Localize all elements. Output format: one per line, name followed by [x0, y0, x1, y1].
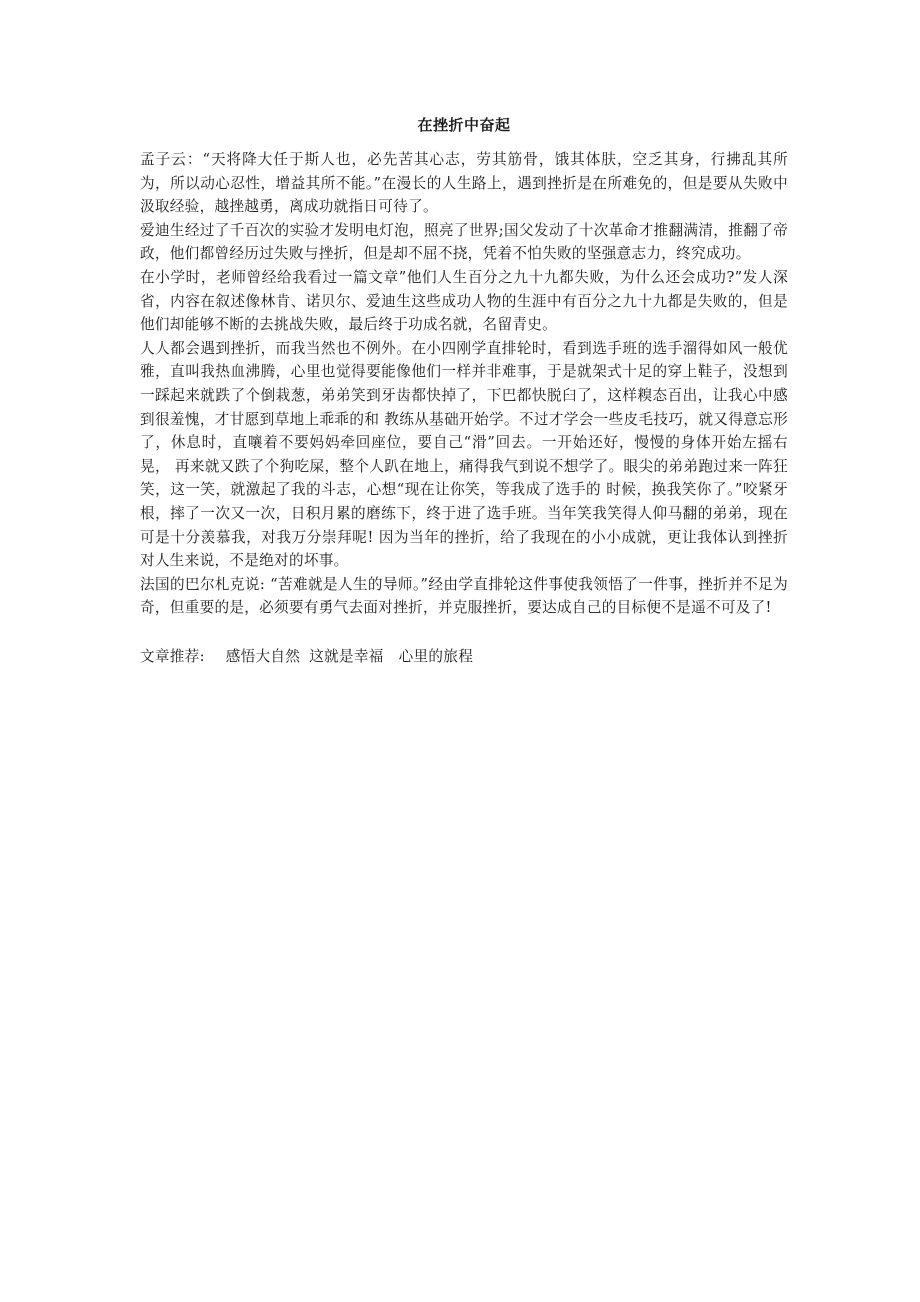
recommended-articles: [140, 645, 788, 669]
article-body: [140, 112, 788, 669]
recommend-link-nature[interactable]: 感悟大自然: [225, 647, 301, 665]
paragraph-2: 爱迪生经过了千百次的实验才发明电灯泡，照亮了世界;国父发动了十次革命才推翻满清，推翻了帝政，他们都曾经历过失败与挫折，但是却不屈不挠，凭着不怕失败的坚强意志力，终究成功。: [140, 221, 788, 263]
recommend-label: 文章推荐:: [140, 647, 205, 665]
recommend-link-happiness[interactable]: 这就是幸福: [309, 647, 384, 665]
paragraph-5: 法国的巴尔札克说: “苦难就是人生的导师。”经由学直排轮这件事使我领悟了一件事，挫折并不足为奇，但重要的是，必须要有勇气去面对挫折，并克服挫折，要达成自己的目标便不是遥不可及了!: [140, 575, 788, 617]
paragraph-3: 在小学时，老师曾经给我看过一篇文章”他们人生百分之九十九都失败，为什么还会成功?”发人深省，内容在叙述像林肯、诺贝尔、爱迪生这些成功人物的生涯中有百分之九十九都是失败的，但是他们却能够不断的去挑战失败，最后终于功成名就，名留青史。: [140, 268, 788, 334]
paragraph-4: 人人都会遇到挫折，而我当然也不例外。在小四刚学直排轮时，看到选手班的选手溜得如风一般优雅，直叫我热血沸腾，心里也觉得要能像他们一样并非难事，于是就架式十足的穿上鞋子，没想到一踩起来就跌了个倒栽葱，弟弟笑到牙齿都快掉了，下巴都快脱臼了，这样糗态百出，让我心中感到很羞愧，才甘愿到草地上乖乖的和 教练从基础开始学。不过才学会一些皮毛技巧，就又得意忘形了，休息时，直嚷着不要妈妈牵回座位，要自己“滑”回去。一开始还好，慢慢的身体开始左摇右晃， 再来就又跌了个狗吃屎，整个人趴在地上，痛得我气到说不想学了。眼尖的弟弟跑过来一阵狂笑，这一笑，就激起了我的斗志，心想“现在让你笑，等我成了选手的 时候，换我笑你了。”咬紧牙根，摔了一次又一次，日积月累的磨练下，终于进了选手班。当年笑我笑得人仰马翻的弟弟，现在可是十分羡慕我，对我万分崇拜呢! 因为当年的挫折，给了我现在的小小成就，更让我体认到挫折对人生来说，不是绝对的坏事。: [140, 339, 788, 570]
recommend-link-journey[interactable]: 心里的旅程: [398, 647, 474, 665]
paragraph-1: 孟子云：“天将降大任于斯人也，必先苦其心志，劳其筋骨，饿其体肤，空乏其身，行拂乱其所为，所以动心忍性，增益其所不能。”在漫长的人生路上，遇到挫折是在所难免的，但是要从失败中汲取经验，越挫越勇，离成功就指日可待了。: [140, 151, 788, 216]
article-title: 在挫折中奋起: [417, 116, 511, 134]
